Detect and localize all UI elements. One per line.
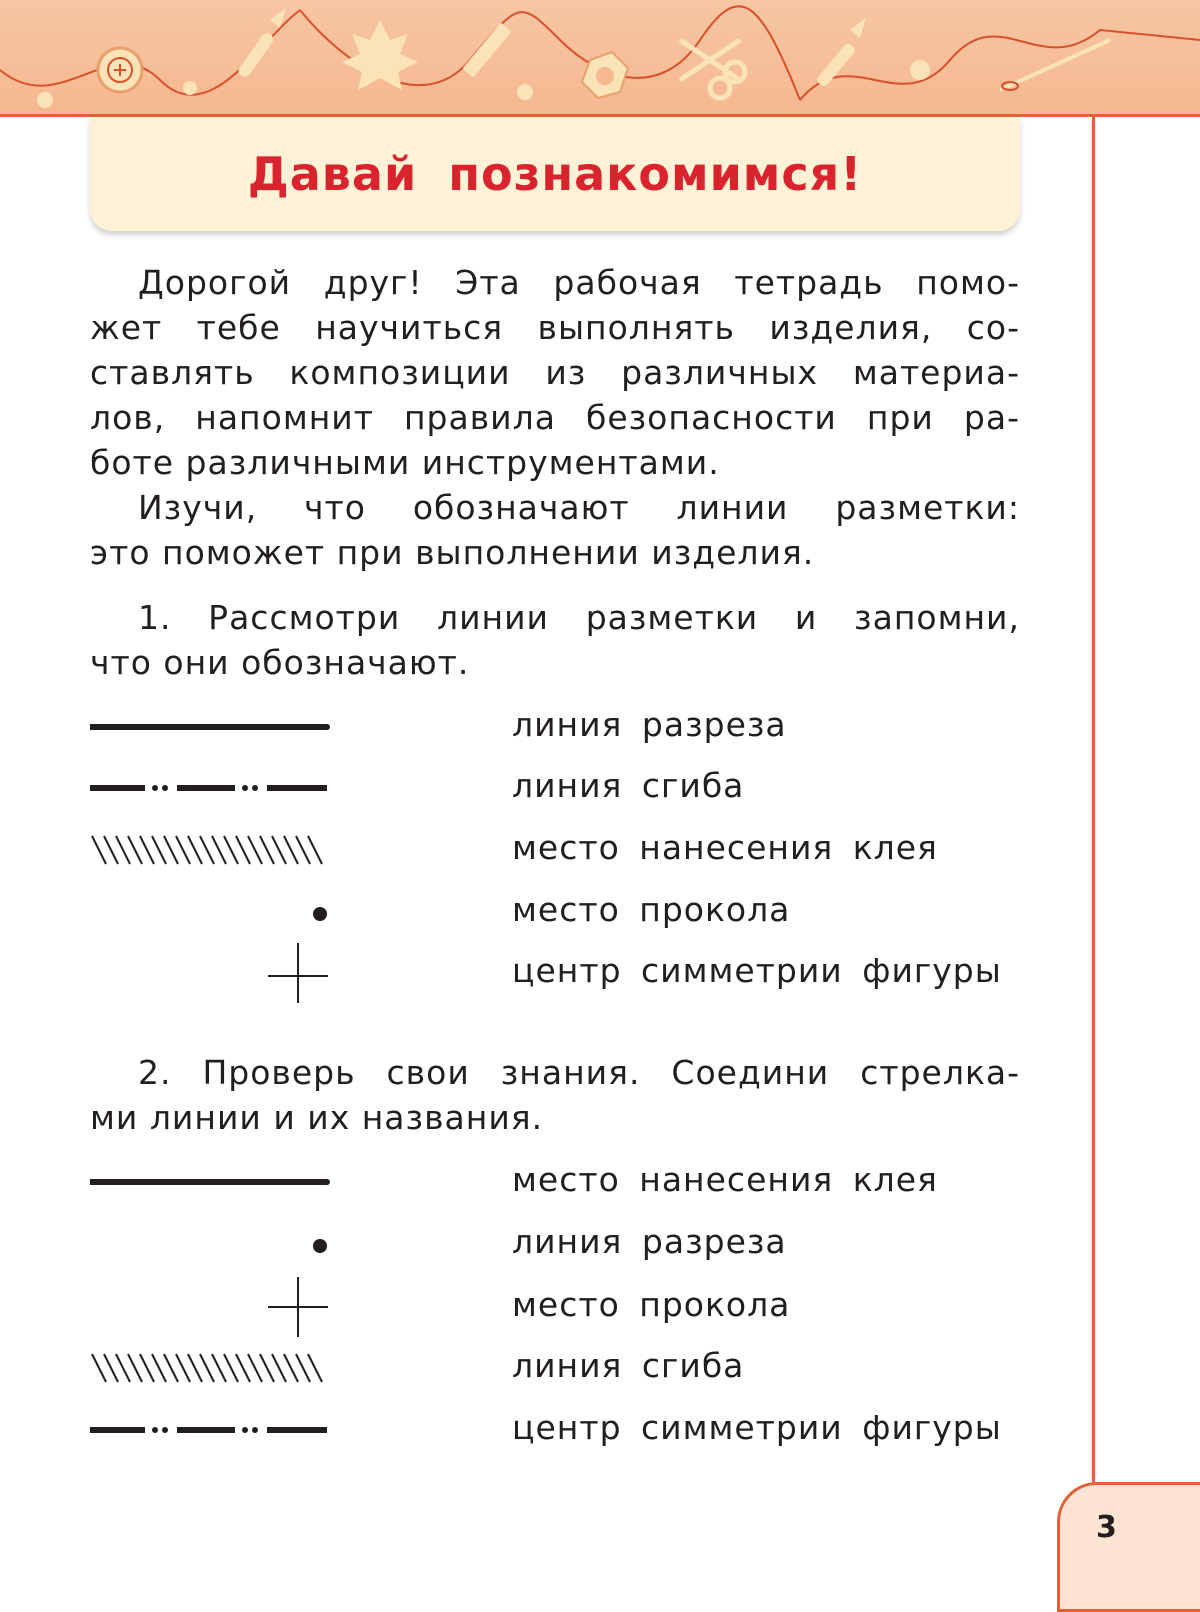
legend-label: линия разреза [512, 705, 787, 744]
matching-row[interactable] [90, 1277, 1030, 1337]
text-line: боте различными инструментами. [90, 443, 720, 482]
page-margin-rule [1092, 114, 1095, 1486]
page-number-tab [1057, 1482, 1200, 1612]
task-1-prompt [90, 595, 1020, 685]
matching-label[interactable]: линия сгиба [512, 1346, 745, 1385]
matching-row[interactable] [90, 1338, 1030, 1398]
scissors-icon [680, 40, 745, 98]
matching-label[interactable]: место нанесения клея [512, 1160, 938, 1199]
legend-row-glue [90, 820, 1030, 880]
solid-line-symbol[interactable] [90, 1152, 330, 1212]
crafts-ornament [0, 0, 1200, 114]
dash-dot-line-symbol [90, 758, 330, 818]
legend-row-puncture [90, 882, 1030, 942]
cross-symbol [90, 943, 330, 1003]
text-line: что они обозначают. [90, 643, 470, 682]
dash-dot-line-symbol[interactable] [90, 1400, 330, 1460]
text-line: ми линии и их названия. [90, 1098, 544, 1137]
text-line: лов, напомнит правила безопасности при ра- [90, 398, 1020, 437]
legend-label: место прокола [512, 890, 791, 929]
legend-label: место нанесения клея [512, 828, 938, 867]
matching-row[interactable] [90, 1152, 1030, 1212]
dot-symbol [90, 882, 330, 942]
legend-row-cut-line [90, 697, 1030, 757]
pencil-icon [462, 23, 511, 78]
text-line: жет тебе научиться выполнять изделия, со- [90, 308, 1020, 347]
cross-symbol[interactable] [90, 1277, 330, 1337]
text-line: Дорогой друг! Эта рабочая тетрадь помо- [138, 263, 1020, 302]
text-line: Изучи, что обозначают линии разметки: [138, 488, 1020, 527]
nut-icon [582, 52, 628, 98]
matching-label[interactable]: место прокола [512, 1285, 791, 1324]
solid-line-symbol [90, 697, 330, 757]
text-line: 2. Проверь свои знания. Соедини стрелка- [138, 1053, 1020, 1092]
legend-row-symmetry-center [90, 943, 1030, 1003]
dot-symbol[interactable] [90, 1214, 330, 1274]
task-2-prompt [90, 1050, 1020, 1140]
matching-label[interactable]: центр симметрии фигуры [512, 1408, 1002, 1447]
matching-label[interactable]: линия разреза [512, 1222, 787, 1261]
matching-row[interactable] [90, 1400, 1030, 1460]
legend-label: линия сгиба [512, 766, 745, 805]
maple-leaf-icon [342, 20, 418, 90]
text-line: это поможет при выполнении изделия. [90, 533, 815, 572]
hatch-symbol [90, 820, 330, 880]
study-paragraph [90, 485, 1020, 575]
legend-row-fold-line [90, 758, 1030, 818]
page-number: 3 [1096, 1510, 1117, 1545]
title-banner [90, 117, 1020, 231]
intro-paragraph [90, 260, 1020, 485]
page-title: Давай познакомимся! [247, 147, 863, 201]
matching-row[interactable] [90, 1214, 1030, 1274]
legend-label: центр симметрии фигуры [512, 951, 1002, 990]
text-line: 1. Рассмотри линии разметки и запомни, [138, 598, 1020, 637]
text-line: ставлять композиции из различных материа- [90, 353, 1020, 392]
hatch-symbol[interactable] [90, 1338, 330, 1398]
decorative-header-band [0, 0, 1200, 117]
brush-icon [237, 8, 286, 79]
needle-icon [910, 40, 1110, 90]
button-icon [98, 48, 142, 92]
